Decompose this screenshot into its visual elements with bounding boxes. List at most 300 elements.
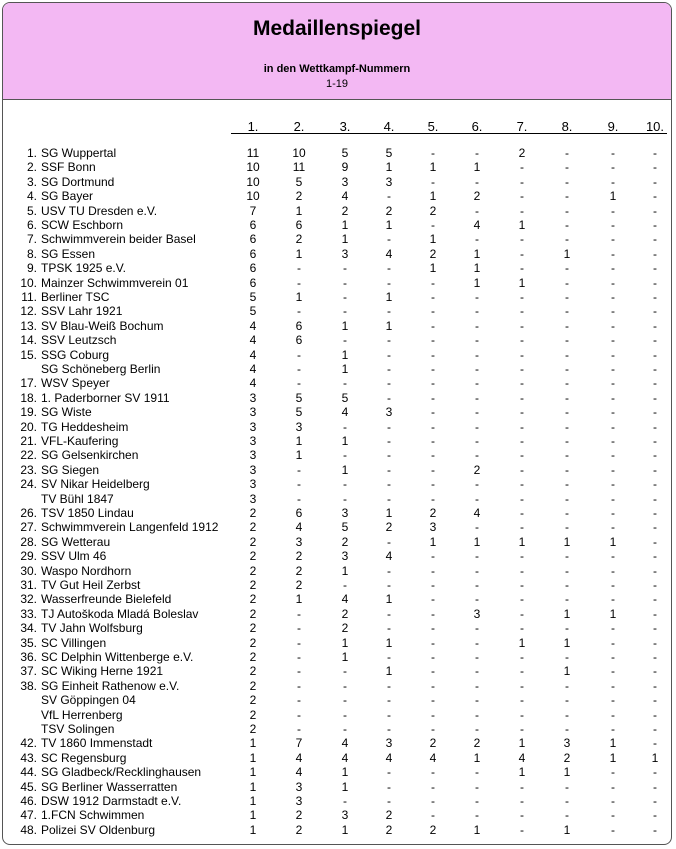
- place-count-cell: 1: [341, 347, 349, 362]
- club-name-cell: SG Bayer: [41, 189, 94, 204]
- place-count-cell: 4: [249, 333, 257, 348]
- place-count-cell: -: [387, 189, 391, 204]
- place-count-cell: -: [520, 491, 524, 506]
- place-count-cell: -: [520, 606, 524, 621]
- table-row: [3, 535, 672, 549]
- rank-cell: 28.: [20, 534, 37, 549]
- place-count-cell: -: [520, 261, 524, 276]
- place-count-cell: -: [387, 362, 391, 376]
- place-count-cell: 4: [341, 592, 349, 607]
- table-row: [3, 564, 672, 578]
- club-name-cell: SSV Leutzsch: [41, 333, 117, 348]
- rank-cell: 19.: [20, 405, 37, 420]
- place-count-cell: -: [431, 693, 435, 708]
- place-count-cell: 2: [249, 621, 257, 636]
- place-count-cell: -: [431, 419, 435, 434]
- club-name-cell: VFL-Kaufering: [41, 434, 119, 448]
- place-count-cell: -: [297, 693, 301, 708]
- place-count-cell: -: [653, 606, 657, 621]
- place-count-cell: 2: [249, 650, 257, 664]
- place-count-cell: -: [565, 290, 569, 304]
- place-count-cell: 7: [249, 203, 257, 218]
- place-count-cell: -: [611, 218, 615, 232]
- place-count-cell: -: [611, 678, 615, 693]
- header-banner: [3, 3, 671, 100]
- place-count-cell: 3: [473, 606, 481, 621]
- table-row: [3, 232, 672, 246]
- place-count-cell: -: [611, 779, 615, 794]
- place-count-cell: 3: [249, 462, 257, 477]
- place-count-cell: 4: [429, 750, 437, 765]
- place-count-cell: -: [475, 549, 479, 564]
- place-count-cell: 6: [295, 218, 303, 232]
- club-name-cell: SG Gelsenkirchen: [41, 448, 139, 463]
- place-count-cell: 2: [341, 203, 349, 218]
- place-count-cell: -: [431, 405, 435, 420]
- place-count-cell: -: [475, 448, 479, 463]
- table-row: [3, 506, 672, 520]
- place-count-cell: -: [653, 146, 657, 160]
- place-count-cell: -: [475, 318, 479, 333]
- rank-cell: 31.: [20, 578, 37, 592]
- place-count-cell: 6: [295, 506, 303, 520]
- place-count-cell: -: [297, 606, 301, 621]
- place-count-cell: -: [297, 491, 301, 506]
- place-count-cell: -: [653, 390, 657, 405]
- place-count-cell: 1: [249, 750, 257, 765]
- place-count-cell: -: [475, 563, 479, 578]
- place-count-cell: -: [565, 146, 569, 160]
- club-name-cell: Waspo Nordhorn: [41, 563, 132, 578]
- place-count-cell: 2: [429, 736, 437, 751]
- place-count-cell: 3: [249, 390, 257, 405]
- club-name-cell: WSV Speyer: [41, 376, 110, 391]
- place-count-cell: 5: [295, 174, 303, 189]
- place-count-cell: -: [387, 462, 391, 477]
- table-row: [3, 391, 672, 405]
- place-count-cell: -: [653, 707, 657, 722]
- place-count-cell: 2: [249, 693, 257, 708]
- place-count-cell: -: [653, 520, 657, 535]
- place-count-cell: -: [520, 693, 524, 708]
- place-count-cell: 2: [429, 506, 437, 520]
- place-count-cell: -: [343, 304, 347, 319]
- club-name-cell: TV Jahn Wolfsburg: [41, 621, 143, 636]
- place-count-cell: 1: [563, 664, 571, 679]
- header-divider: [231, 133, 667, 134]
- place-count-cell: -: [653, 736, 657, 751]
- rank-cell: 42.: [20, 736, 37, 751]
- place-count-cell: 3: [249, 477, 257, 492]
- place-count-cell: -: [611, 318, 615, 333]
- place-count-cell: -: [565, 462, 569, 477]
- club-name-cell: SG Wuppertal: [41, 146, 117, 160]
- page-title: Medaillenspiegel: [252, 17, 422, 40]
- place-count-cell: -: [653, 174, 657, 189]
- rank-cell: 22.: [20, 448, 37, 463]
- place-count-cell: -: [475, 333, 479, 348]
- place-count-cell: -: [565, 678, 569, 693]
- place-count-cell: -: [343, 419, 347, 434]
- place-count-cell: -: [520, 376, 524, 391]
- rank-cell: 20.: [20, 419, 37, 434]
- place-count-cell: -: [565, 362, 569, 376]
- place-count-cell: 1: [341, 635, 349, 650]
- place-count-cell: -: [653, 347, 657, 362]
- place-count-cell: 4: [473, 218, 481, 232]
- place-count-cell: 1: [473, 534, 481, 549]
- rank-cell: 34.: [20, 621, 37, 636]
- place-count-cell: -: [387, 779, 391, 794]
- place-count-cell: -: [387, 606, 391, 621]
- place-count-cell: 6: [249, 246, 257, 261]
- place-count-cell: -: [653, 462, 657, 477]
- place-count-cell: -: [520, 678, 524, 693]
- place-count-cell: -: [297, 722, 301, 736]
- club-name-cell: TJ Autoškoda Mladá Boleslav: [41, 606, 199, 621]
- column-header: 4.: [383, 119, 395, 134]
- place-count-cell: -: [475, 347, 479, 362]
- place-count-cell: -: [653, 333, 657, 348]
- place-count-cell: 4: [385, 549, 393, 564]
- place-count-cell: -: [565, 621, 569, 636]
- place-count-cell: -: [520, 462, 524, 477]
- rank-cell: 33.: [20, 606, 37, 621]
- place-count-cell: -: [520, 232, 524, 247]
- club-name-cell: SV Göppingen 04: [41, 693, 136, 708]
- rank-cell: 7.: [26, 232, 37, 247]
- place-count-cell: 1: [341, 822, 349, 837]
- place-count-cell: -: [343, 261, 347, 276]
- place-count-cell: -: [387, 765, 391, 780]
- table-row: [3, 492, 672, 506]
- place-count-cell: -: [611, 261, 615, 276]
- club-name-cell: DSW 1912 Darmstadt e.V.: [41, 794, 182, 808]
- place-count-cell: -: [431, 678, 435, 693]
- place-count-cell: -: [565, 318, 569, 333]
- place-count-cell: -: [653, 448, 657, 463]
- table-row: [3, 405, 672, 419]
- place-count-cell: -: [431, 606, 435, 621]
- table-row: [3, 276, 672, 290]
- place-count-cell: 6: [249, 275, 257, 290]
- place-count-cell: -: [387, 419, 391, 434]
- place-count-cell: -: [297, 376, 301, 391]
- place-count-cell: -: [431, 563, 435, 578]
- place-count-cell: -: [387, 376, 391, 391]
- place-count-cell: 6: [249, 218, 257, 232]
- place-count-cell: -: [475, 621, 479, 636]
- place-count-cell: -: [565, 218, 569, 232]
- place-count-cell: -: [431, 722, 435, 736]
- place-count-cell: -: [611, 174, 615, 189]
- place-count-cell: -: [565, 434, 569, 448]
- club-name-cell: SV Blau-Weiß Bochum: [41, 318, 164, 333]
- place-count-cell: -: [611, 794, 615, 808]
- place-count-cell: -: [520, 707, 524, 722]
- club-name-cell: TSV 1850 Lindau: [41, 506, 134, 520]
- place-count-cell: -: [653, 491, 657, 506]
- place-count-cell: -: [387, 232, 391, 247]
- place-count-cell: 2: [385, 808, 393, 823]
- place-count-cell: 2: [249, 707, 257, 722]
- place-count-cell: 1: [429, 189, 437, 204]
- place-count-cell: -: [297, 664, 301, 679]
- place-count-cell: -: [520, 448, 524, 463]
- place-count-cell: -: [520, 549, 524, 564]
- place-count-cell: -: [565, 261, 569, 276]
- place-count-cell: 1: [341, 232, 349, 247]
- place-count-cell: -: [475, 477, 479, 492]
- place-count-cell: -: [653, 290, 657, 304]
- place-count-cell: 1: [473, 261, 481, 276]
- place-count-cell: 2: [249, 520, 257, 535]
- table-row: [3, 434, 672, 448]
- place-count-cell: -: [431, 362, 435, 376]
- place-count-cell: 4: [249, 362, 257, 376]
- place-count-cell: -: [611, 160, 615, 175]
- rank-cell: 26.: [20, 506, 37, 520]
- place-count-cell: 2: [249, 506, 257, 520]
- place-count-cell: 10: [246, 174, 260, 189]
- place-count-cell: -: [297, 621, 301, 636]
- place-count-cell: -: [387, 491, 391, 506]
- place-count-cell: 2: [429, 203, 437, 218]
- place-count-cell: 2: [249, 606, 257, 621]
- table-row: [3, 189, 672, 203]
- club-name-cell: SC Regensburg: [41, 750, 127, 765]
- place-count-cell: 1: [295, 592, 303, 607]
- place-count-cell: -: [297, 462, 301, 477]
- place-count-cell: 4: [341, 750, 349, 765]
- place-count-cell: -: [653, 405, 657, 420]
- place-count-cell: -: [431, 275, 435, 290]
- column-header: 7.: [516, 119, 528, 134]
- place-count-cell: -: [565, 477, 569, 492]
- place-count-cell: 4: [341, 405, 349, 420]
- place-count-cell: 4: [249, 376, 257, 391]
- place-count-cell: 1: [295, 203, 303, 218]
- table-row: [3, 175, 672, 189]
- place-count-cell: 4: [518, 750, 526, 765]
- place-count-cell: 1: [385, 592, 393, 607]
- table-row: [3, 362, 672, 376]
- place-count-cell: -: [565, 693, 569, 708]
- table-row: [3, 679, 672, 693]
- place-count-cell: -: [565, 491, 569, 506]
- place-count-cell: -: [653, 218, 657, 232]
- place-count-cell: -: [611, 448, 615, 463]
- place-count-cell: -: [653, 794, 657, 808]
- place-count-cell: -: [565, 376, 569, 391]
- place-count-cell: -: [520, 333, 524, 348]
- rank-cell: 46.: [20, 794, 37, 808]
- place-count-cell: 2: [563, 750, 571, 765]
- place-count-cell: 1: [563, 635, 571, 650]
- place-count-cell: -: [520, 722, 524, 736]
- table-row: [3, 592, 672, 606]
- place-count-cell: 1: [341, 563, 349, 578]
- place-count-cell: 1: [609, 736, 617, 751]
- place-count-cell: -: [653, 362, 657, 376]
- place-count-cell: 2: [295, 822, 303, 837]
- place-count-cell: 2: [385, 203, 393, 218]
- place-count-cell: -: [565, 448, 569, 463]
- club-name-cell: Schwimmverein beider Basel: [41, 232, 196, 247]
- place-count-cell: -: [653, 808, 657, 823]
- place-count-cell: 4: [249, 347, 257, 362]
- place-count-cell: -: [653, 722, 657, 736]
- place-count-cell: 2: [341, 534, 349, 549]
- place-count-cell: 11: [246, 146, 260, 160]
- club-name-cell: TV Bühl 1847: [41, 491, 114, 506]
- place-count-cell: -: [343, 491, 347, 506]
- place-count-cell: -: [611, 808, 615, 823]
- rank-cell: 14.: [20, 333, 37, 348]
- place-count-cell: 2: [473, 736, 481, 751]
- place-count-cell: -: [565, 779, 569, 794]
- table-row: [3, 218, 672, 232]
- place-count-cell: -: [520, 174, 524, 189]
- place-count-cell: 2: [341, 621, 349, 636]
- place-count-cell: 1: [385, 218, 393, 232]
- place-count-cell: -: [431, 549, 435, 564]
- table-row: [3, 204, 672, 218]
- club-name-cell: TG Heddesheim: [41, 419, 129, 434]
- place-count-cell: 1: [609, 606, 617, 621]
- place-count-cell: -: [387, 650, 391, 664]
- place-count-cell: 4: [385, 750, 393, 765]
- place-count-cell: 3: [249, 448, 257, 463]
- place-count-cell: 2: [341, 606, 349, 621]
- place-count-cell: -: [475, 779, 479, 794]
- place-count-cell: -: [431, 462, 435, 477]
- place-count-cell: -: [297, 650, 301, 664]
- place-count-cell: -: [565, 563, 569, 578]
- place-count-cell: 6: [249, 261, 257, 276]
- place-count-cell: 5: [341, 520, 349, 535]
- place-count-cell: -: [387, 333, 391, 348]
- page-subtitle: in den Wettkampf-Nummern: [263, 63, 411, 75]
- place-count-cell: 3: [249, 434, 257, 448]
- place-count-cell: 2: [473, 189, 481, 204]
- place-count-cell: -: [431, 794, 435, 808]
- place-count-cell: 5: [249, 290, 257, 304]
- place-count-cell: -: [475, 203, 479, 218]
- place-count-cell: -: [387, 678, 391, 693]
- place-count-cell: -: [343, 477, 347, 492]
- place-count-cell: -: [653, 822, 657, 837]
- place-count-cell: -: [520, 419, 524, 434]
- club-name-cell: SCW Eschborn: [41, 218, 124, 232]
- table-row: [3, 146, 672, 160]
- place-count-cell: -: [565, 419, 569, 434]
- place-count-cell: 4: [341, 736, 349, 751]
- place-count-cell: -: [297, 707, 301, 722]
- table-row: [3, 607, 672, 621]
- club-name-cell: SG Berliner Wasserratten: [41, 779, 178, 794]
- table-row: [3, 477, 672, 491]
- place-count-cell: 2: [385, 520, 393, 535]
- place-count-cell: -: [565, 232, 569, 247]
- place-count-cell: -: [475, 174, 479, 189]
- rank-cell: 44.: [20, 765, 37, 780]
- place-count-cell: -: [653, 434, 657, 448]
- place-count-cell: 1: [651, 750, 659, 765]
- club-name-cell: SC Delphin Wittenberge e.V.: [41, 650, 194, 664]
- place-count-cell: -: [297, 261, 301, 276]
- place-count-cell: 1: [518, 736, 526, 751]
- table-row: [3, 247, 672, 261]
- place-count-cell: 1: [385, 664, 393, 679]
- club-name-cell: SC Villingen: [41, 635, 107, 650]
- place-count-cell: -: [520, 304, 524, 319]
- place-count-cell: -: [520, 578, 524, 592]
- place-count-cell: -: [653, 203, 657, 218]
- place-count-cell: -: [653, 304, 657, 319]
- club-name-cell: TV Gut Heil Zerbst: [41, 578, 141, 592]
- place-count-cell: -: [475, 592, 479, 607]
- rank-cell: 43.: [20, 750, 37, 765]
- place-count-cell: -: [565, 707, 569, 722]
- place-count-cell: 1: [518, 635, 526, 650]
- place-count-cell: 2: [249, 635, 257, 650]
- place-count-cell: -: [653, 477, 657, 492]
- place-count-cell: 1: [341, 434, 349, 448]
- place-count-cell: 1: [295, 434, 303, 448]
- place-count-cell: -: [565, 347, 569, 362]
- table-row: [3, 420, 672, 434]
- place-count-cell: -: [387, 347, 391, 362]
- place-count-cell: -: [297, 477, 301, 492]
- place-count-cell: -: [611, 376, 615, 391]
- rank-cell: 37.: [20, 664, 37, 679]
- place-count-cell: 1: [429, 534, 437, 549]
- place-count-cell: -: [431, 578, 435, 592]
- place-count-cell: 2: [249, 664, 257, 679]
- place-count-cell: 1: [473, 246, 481, 261]
- place-count-cell: -: [611, 520, 615, 535]
- place-count-cell: -: [475, 578, 479, 592]
- place-count-cell: -: [387, 390, 391, 405]
- place-count-cell: -: [387, 434, 391, 448]
- rank-cell: 38.: [20, 678, 37, 693]
- place-count-cell: -: [520, 318, 524, 333]
- club-name-cell: 1.FCN Schwimmen: [41, 808, 145, 823]
- place-count-cell: -: [611, 477, 615, 492]
- place-count-cell: 1: [341, 218, 349, 232]
- club-name-cell: USV TU Dresden e.V.: [41, 203, 158, 218]
- place-count-cell: 1: [518, 534, 526, 549]
- place-count-cell: 2: [295, 578, 303, 592]
- place-count-cell: -: [343, 664, 347, 679]
- place-count-cell: 3: [341, 549, 349, 564]
- rank-cell: 45.: [20, 779, 37, 794]
- place-count-cell: 3: [249, 491, 257, 506]
- place-count-cell: 5: [249, 304, 257, 319]
- place-count-cell: 7: [295, 736, 303, 751]
- place-count-cell: 1: [341, 779, 349, 794]
- place-count-cell: -: [431, 448, 435, 463]
- place-count-cell: -: [387, 722, 391, 736]
- place-count-cell: 1: [341, 650, 349, 664]
- column-header: 5.: [427, 119, 439, 134]
- place-count-cell: -: [565, 506, 569, 520]
- club-name-cell: SG Einheit Rathenow e.V.: [41, 678, 180, 693]
- club-name-cell: SG Schöneberg Berlin: [41, 362, 161, 376]
- place-count-cell: 2: [429, 822, 437, 837]
- table-row: [3, 650, 672, 664]
